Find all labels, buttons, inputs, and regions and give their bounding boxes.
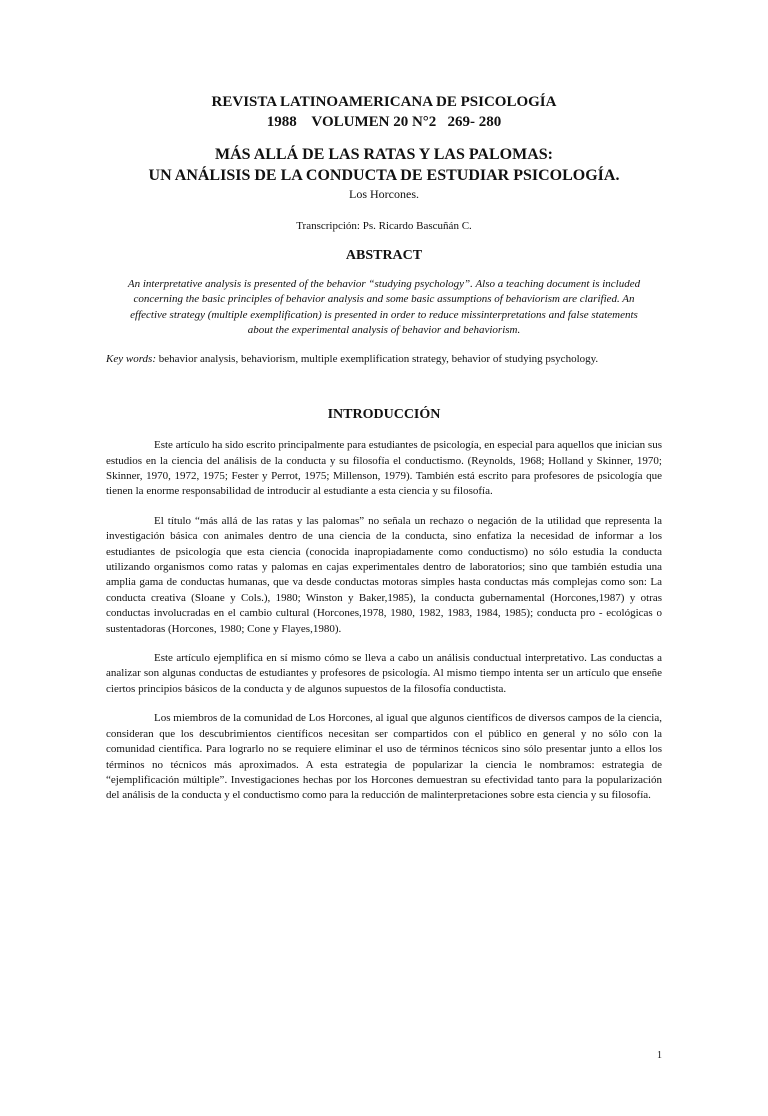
journal-volume-info: 1988 VOLUMEN 20 N°2 269- 280	[266, 114, 502, 130]
title-line-1: MÁS ALLÁ DE LAS RATAS Y LAS PALOMAS:	[215, 146, 553, 163]
intro-paragraph-4: Los miembros de la comunidad de Los Horcones, al igual que algunos científicos de diversos campos de la ciencia, consideran que los descubrimientos científicos necesitan ser compartidos con el público en general y no sólo con la comunidad científica. Para lograrlo no se requiere eliminar el uso de términos técnicos sino sólo presentar junto a ellos los términos no técnicos más aproximados. A esta estrategia de popularizar la ciencia le nombramos: estrategia de “ejemplificación múltiple”. Investigaciones hechas por los Horcones demuestran su efectividad tanto para la popularización del análisis de la conducta y el conductismo como para la reducción de malinterpretaciones sobre esta ciencia y su filosofía.	[106, 712, 662, 802]
intro-paragraph-2: El título “más allá de las ratas y las palomas” no señala un rechazo o negación de la utilidad que representa la investigación básica con animales dentro de una ciencia de la conducta, sino enfatiza la necesidad de informar a los estudiantes de psicología que esta ciencia (conocida inapropiadamente como conductismo) no sólo estudia la conducta utilizando organismos como ratas y palomas en cajas experimentales dentro de laboratorios; sino que también estudia una amplia gama de conductas humanas, que va desde conductas motoras simples hasta conductas más complejas como son: La conducta creativa (Sloane y Cols.), 1980; Winston y Baker,1985), la conducta gubernamental (Horcones,1987) y otras conductas involucradas en el cambio cultural (Horcones,1978, 1980, 1982, 1983, 1984, 1985); conducta pro - ecológicas o sustentadoras (Horcones, 1980; Cone y Flayes,1980).	[106, 514, 662, 635]
article-author: Los Horcones.	[349, 187, 419, 201]
article-title	[106, 144, 662, 186]
introduction-heading: INTRODUCCIÓN	[327, 407, 441, 423]
abstract-text: An interpretative analysis is presented of the behavior “studying psychology”. Also a teaching document is included concerning the basic principles of behavior analysis and some basic assumptions of behaviorism are clarified. An effective strategy (multiple exemplification) is presented in order to reduce missinterpretations and false statements about the experimental analysis of behavior and behaviorism.	[127, 278, 641, 336]
title-line-2: UN ANÁLISIS DE LA CONDUCTA DE ESTUDIAR PSICOLOGÍA.	[148, 167, 620, 184]
keywords	[106, 352, 662, 367]
document-page	[0, 92, 768, 1116]
keywords-text: behavior analysis, behaviorism, multiple exemplification strategy, behavior of studying psychology.	[156, 353, 599, 366]
intro-paragraph-1: Este artículo ha sido escrito principalmente para estudiantes de psicología, en especial para aquellos que inician sus estudios en la ciencia del análisis de la conducta y su filosofía el conductismo. (Reynolds, 1968; Holland y Skinner, 1970; Skinner, 1970, 1972, 1975; Fester y Perrot, 1975; Millenson, 1979). También está escrito para profesores de psicología que tienen la enorme responsabilidad de introducir al estudiante a esta ciencia y su filosofía.	[106, 439, 662, 498]
page-number: 1	[657, 1050, 662, 1061]
keywords-label: Key words:	[106, 353, 157, 366]
abstract-heading: ABSTRACT	[345, 248, 423, 263]
journal-header	[106, 92, 662, 132]
journal-name: REVISTA LATINOAMERICANA DE PSICOLOGÍA	[211, 94, 557, 110]
intro-paragraph-3: Este artículo ejemplifica en sí mismo cómo se lleva a cabo un análisis conductual interpretativo. Las conductas a analizar son algunas conductas de estudiantes y profesores de psicología. Al mismo tiempo intenta ser un artículo que enseñe ciertos principios básicos de la conducta y de algunos supuestos de la filosofía conductista.	[106, 652, 662, 695]
transcription-credit: Transcripción: Ps. Ricardo Bascuñán C.	[296, 220, 472, 232]
